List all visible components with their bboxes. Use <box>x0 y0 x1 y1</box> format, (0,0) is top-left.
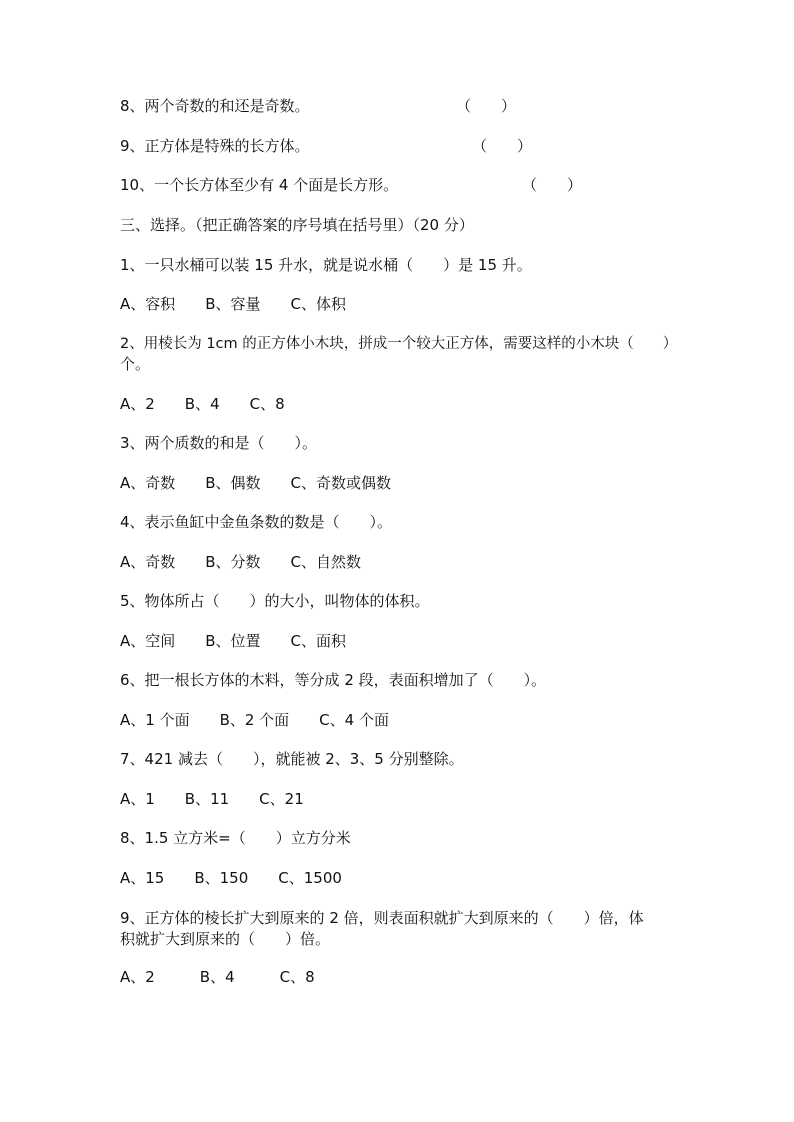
choice-question-1: 1、一只水桶可以装 15 升水，就是说水桶（ ）是 15 升。 <box>120 256 532 274</box>
tf-answer-blank-8[interactable]: （ ） <box>456 97 517 115</box>
choice-question-9-line1: 9、正方体的棱长扩大到原来的 2 倍，则表面积就扩大到原来的（ ）倍，体 <box>120 909 644 927</box>
choice-options-5: A、空间 B、位置 C、面积 <box>120 632 347 650</box>
choice-options-9: A、2 B、4 C、8 <box>120 968 315 986</box>
choice-question-9-line2: 积就扩大到原来的（ ）倍。 <box>120 930 331 948</box>
choice-question-2-line2: 个。 <box>120 355 151 373</box>
tf-question-9: 9、正方体是特殊的长方体。 <box>120 137 310 155</box>
tf-question-8: 8、两个奇数的和还是奇数。 <box>120 97 310 115</box>
choice-question-3: 3、两个质数的和是（ ）。 <box>120 434 318 452</box>
choice-options-6: A、1 个面 B、2 个面 C、4 个面 <box>120 711 389 729</box>
choice-options-2: A、2 B、4 C、8 <box>120 395 285 413</box>
choice-options-1: A、容积 B、容量 C、体积 <box>120 295 347 313</box>
choice-question-2-line1: 2、用棱长为 1cm 的正方体小木块，拼成一个较大正方体，需要这样的小木块（ ） <box>120 336 678 352</box>
tf-question-10: 10、一个长方体至少有 4 个面是长方形。 <box>120 176 399 194</box>
choice-question-7: 7、421 减去（ ），就能被 2、3、5 分别整除。 <box>120 750 464 768</box>
section-title-choice: 三、选择。（把正确答案的序号填在括号里）（20 分） <box>120 216 474 234</box>
choice-question-8: 8、1.5 立方米=（ ）立方分米 <box>120 829 351 847</box>
choice-question-4: 4、表示鱼缸中金鱼条数的数是（ ）。 <box>120 513 393 531</box>
choice-options-8: A、15 B、150 C、1500 <box>120 869 342 887</box>
choice-question-6: 6、把一根长方体的木料，等分成 2 段，表面积增加了（ ）。 <box>120 671 547 689</box>
choice-options-3: A、奇数 B、偶数 C、奇数或偶数 <box>120 474 392 492</box>
tf-answer-blank-9[interactable]: （ ） <box>472 137 533 155</box>
choice-options-4: A、奇数 B、分数 C、自然数 <box>120 553 362 571</box>
tf-answer-blank-10[interactable]: （ ） <box>522 176 583 194</box>
choice-question-5: 5、物体所占（ ）的大小，叫物体的体积。 <box>120 592 430 610</box>
choice-options-7: A、1 B、11 C、21 <box>120 790 304 808</box>
